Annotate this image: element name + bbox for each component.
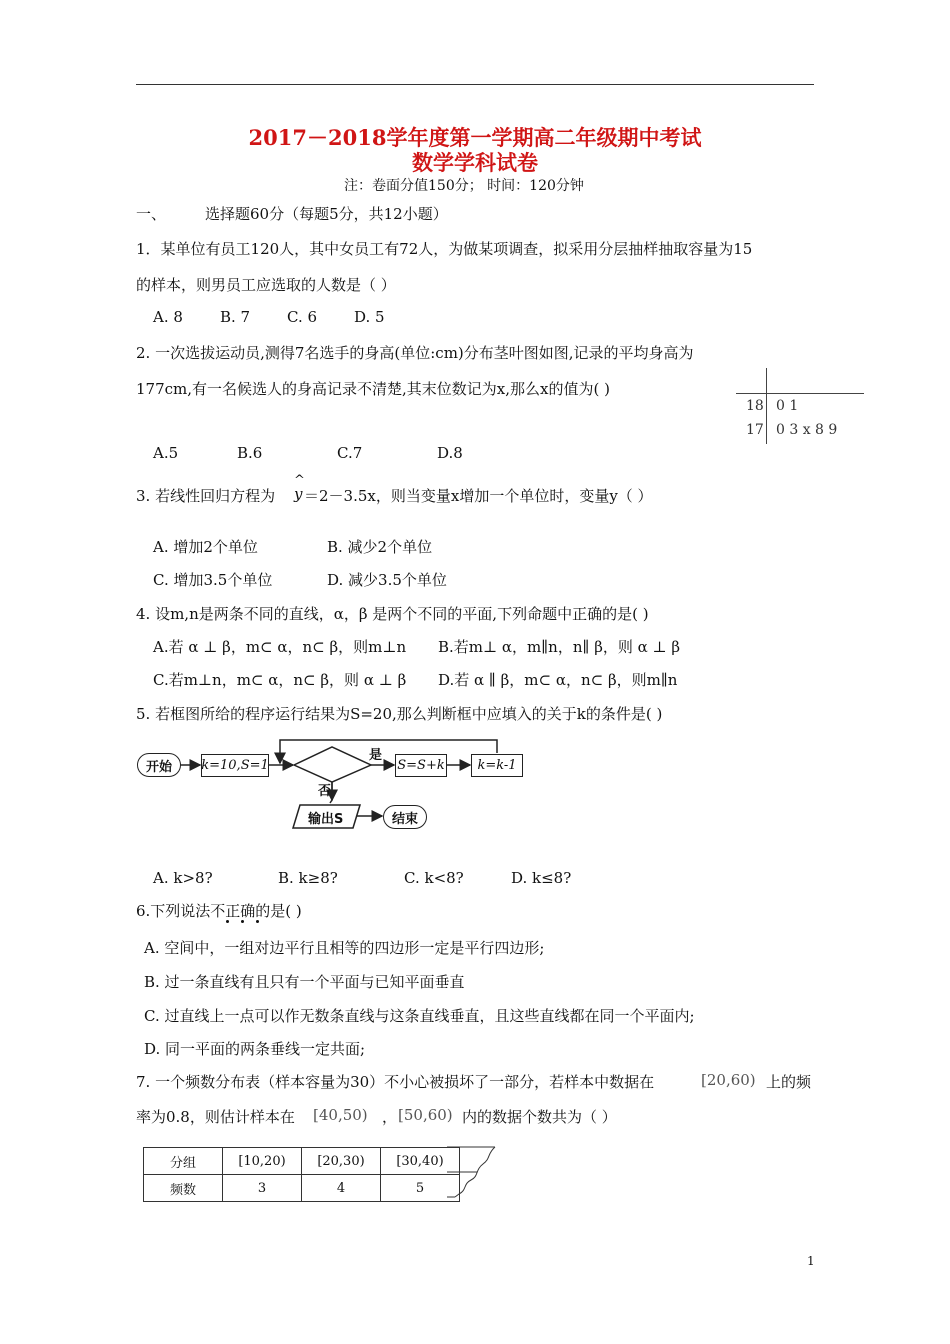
stem-18: 18: [746, 398, 764, 414]
q3-option-a: A. 增加2个单位: [153, 538, 258, 556]
hat-accent: ^: [294, 473, 305, 488]
q5-option-d: D. k≤8?: [511, 869, 572, 887]
q2-option-a: A.5: [153, 444, 179, 462]
flow-yes-label: 是: [369, 748, 383, 763]
q3-text-a: 3. 若线性回归方程为: [136, 487, 276, 505]
count-cell: 5: [381, 1175, 460, 1202]
q5-option-c: C. k<8?: [404, 869, 464, 887]
group-cell: [20,30): [302, 1148, 381, 1175]
q2-line2: 177cm,有一名候选人的身高记录不清楚,其末位数记为x,那么x的值为( ): [136, 380, 610, 398]
table-row: [144, 1175, 460, 1202]
q1-option-b: B. 7: [220, 308, 251, 326]
section-label: 一、: [136, 205, 167, 223]
emphasis-dot: [256, 920, 259, 923]
leaves-18: 0 1: [776, 398, 799, 414]
flow-output: 输出S: [308, 812, 344, 827]
q1-option-a: A. 8: [153, 308, 183, 326]
q6-option-a: A. 空间中，一组对边平行且相等的四边形一定是平行四边形;: [144, 939, 545, 957]
q4-text: 4. 设m,n是两条不同的直线，α，β 是两个不同的平面,下列命题中正确的是( ): [136, 605, 649, 623]
q7-interval-20-60: [20,60): [701, 1071, 756, 1089]
q3-option-c: C. 增加3.5个单位: [153, 571, 273, 589]
exam-title: 2017－2018学年度第一学期高二年级期中考试: [248, 125, 702, 150]
frequency-table: [143, 1147, 460, 1202]
q7-separator: ，: [382, 1108, 398, 1126]
q1-line1: 1．某单位有员工120人，其中女员工有72人，为做某项调查，拟采用分层抽样抽取容量为15: [136, 240, 753, 258]
q2-option-b: B.6: [237, 444, 263, 462]
section-title: 选择题60分（每题5分，共12小题）: [205, 205, 448, 223]
group-cell: [30,40): [381, 1148, 460, 1175]
q1-line2: 的样本，则男员工应选取的人数是（ ）: [136, 276, 396, 294]
q7-line2-a: 率为0.8，则估计样本在: [136, 1108, 295, 1126]
flow-no-label: 否: [318, 784, 332, 799]
table-row: [144, 1148, 460, 1175]
emphasis-dot: [241, 920, 244, 923]
q6-option-c: C. 过直线上一点可以作无数条直线与这条直线垂直，且这些直线都在同一个平面内;: [144, 1007, 695, 1025]
q6-option-b: B. 过一条直线有且只有一个平面与已知平面垂直: [144, 973, 465, 991]
stem-17: 17: [746, 422, 764, 438]
q7-line1-a: 7. 一个频数分布表（样本容量为30）不小心被损坏了一部分，若样本中数据在: [136, 1073, 655, 1091]
q4-option-b: B.若m⊥ α，m∥n，n∥ β，则 α ⊥ β: [438, 638, 681, 656]
group-cell: [10,20): [223, 1148, 302, 1175]
q3-text-b: ＝2－3.5x，则当变量x增加一个单位时，变量y（ ）: [304, 487, 653, 505]
page-number: 1: [807, 1254, 815, 1268]
leaves-17: 0 3 x 8 9: [776, 422, 838, 438]
count-cell: 3: [223, 1175, 302, 1202]
flow-end: 结束: [383, 805, 427, 829]
q1-option-c: C. 6: [287, 308, 318, 326]
q3-hat-var: y: [294, 485, 303, 503]
q7-line1-b: 上的频: [766, 1073, 812, 1091]
flow-update-k: k=k-1: [471, 754, 523, 777]
q4-option-c: C.若m⊥n，m⊂ α，n⊂ β，则 α ⊥ β: [153, 671, 407, 689]
q5-option-a: A. k>8?: [153, 869, 213, 887]
exam-subject: 数学学科试卷: [412, 150, 538, 175]
q6-text: 6.下列说法不正确的是( ): [136, 902, 302, 920]
flow-init: k=10,S=1: [201, 754, 269, 777]
flow-update-s: S=S+k: [395, 754, 447, 777]
q3-option-b: B. 减少2个单位: [327, 538, 433, 556]
q2-option-c: C.7: [337, 444, 363, 462]
q2-line1: 2. 一次选拔运动员,测得7名选手的身高(单位:cm)分布茎叶图如图,记录的平均身高为: [136, 344, 694, 362]
q4-option-a: A.若 α ⊥ β，m⊂ α，n⊂ β，则m⊥n: [153, 638, 407, 656]
decision-diamond: [294, 747, 371, 782]
q3-option-d: D. 减少3.5个单位: [327, 571, 447, 589]
torn-table-edge: [447, 1146, 502, 1200]
q6-option-d: D. 同一平面的两条垂线一定共面;: [144, 1040, 366, 1058]
q5-text: 5. 若框图所给的程序运行结果为S=20,那么判断框中应填入的关于k的条件是( ): [136, 705, 663, 723]
q7-line2-b: 内的数据个数共为（ ）: [462, 1108, 617, 1126]
q7-interval-50-60: [50,60): [398, 1106, 453, 1124]
flow-start: 开始: [137, 753, 181, 777]
q5-option-b: B. k≥8?: [278, 869, 338, 887]
q7-interval-40-50: [40,50): [313, 1106, 368, 1124]
q1-option-d: D. 5: [354, 308, 385, 326]
q2-option-d: D.8: [437, 444, 463, 462]
row-label-count: 频数: [144, 1175, 223, 1202]
row-label-group: 分组: [144, 1148, 223, 1175]
q4-option-d: D.若 α ∥ β，m⊂ α，n⊂ β，则m∥n: [438, 671, 678, 689]
exam-note: 注：卷面分值150分； 时间：120分钟: [344, 178, 584, 194]
emphasis-dot: [226, 920, 229, 923]
count-cell: 4: [302, 1175, 381, 1202]
